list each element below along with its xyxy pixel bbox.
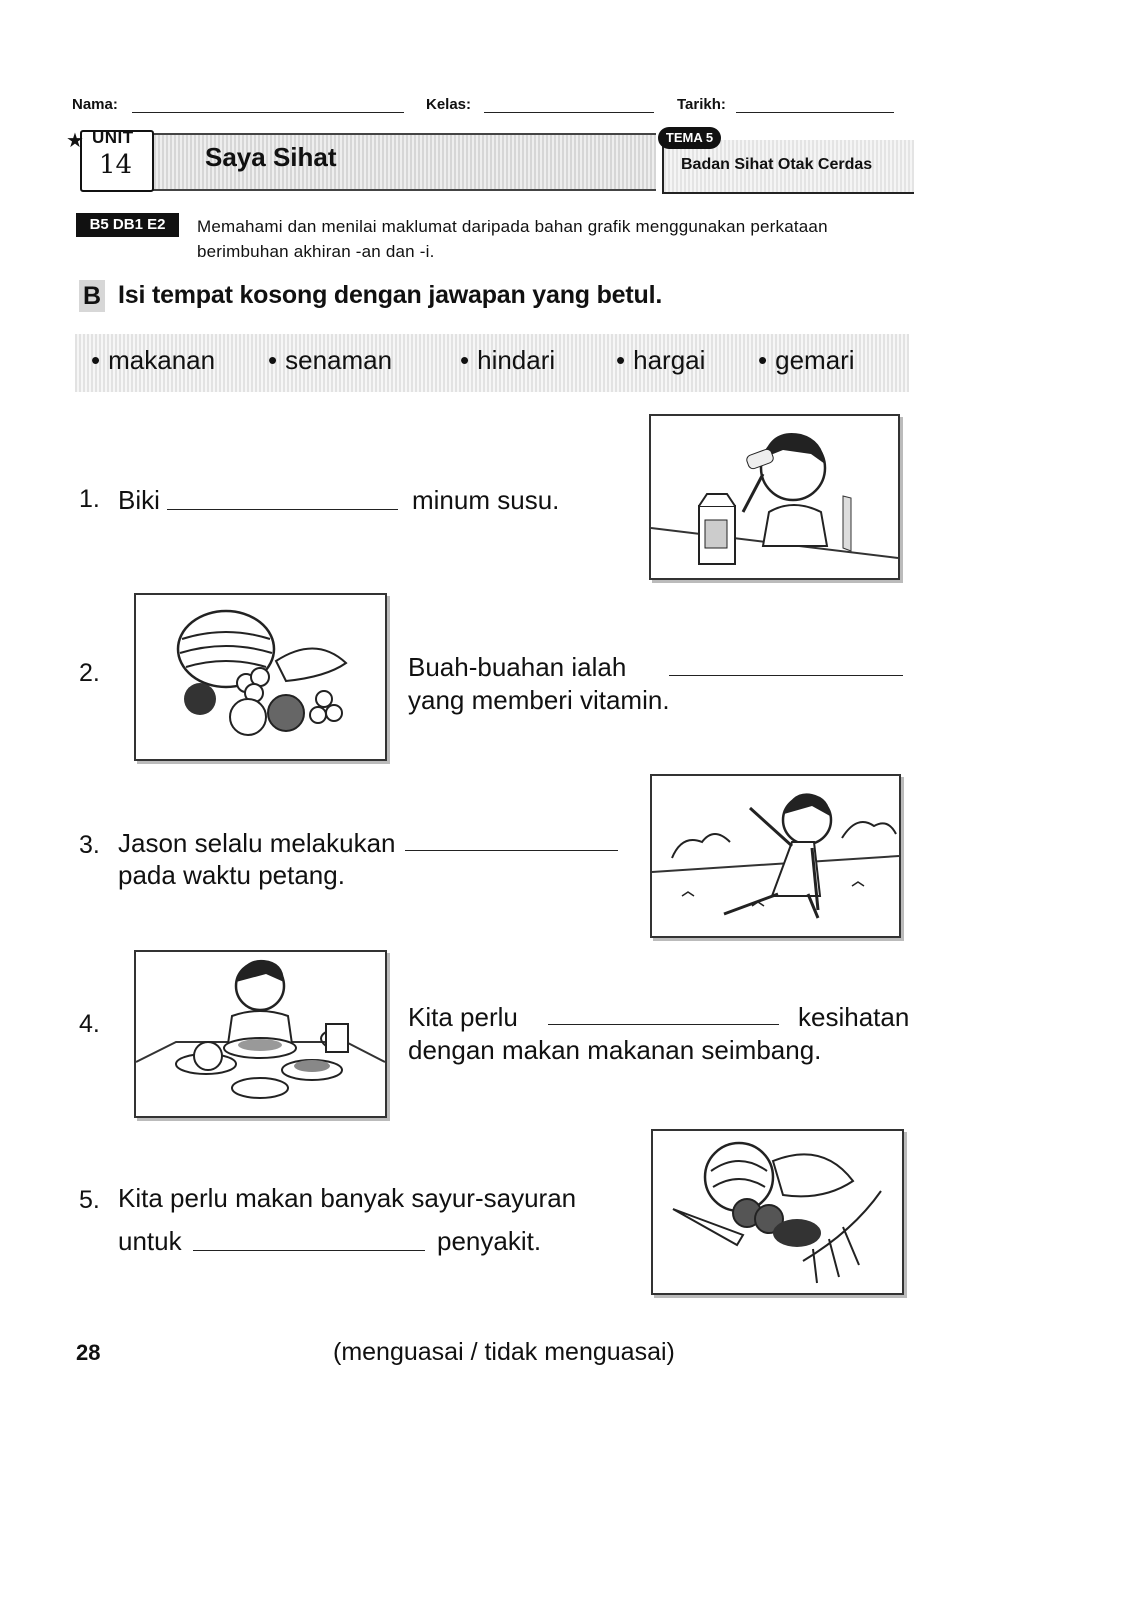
question-number: 5. (79, 1186, 100, 1214)
mastery-note: (menguasai / tidak menguasai) (333, 1338, 675, 1366)
question-number: 1. (79, 485, 100, 513)
answer-blank[interactable] (548, 1024, 779, 1025)
boy-drinking-milk-picture (649, 414, 900, 580)
boy-exercising-icon (652, 776, 899, 936)
question-text: Biki (118, 485, 160, 515)
word-bank-item: • makanan (91, 345, 216, 375)
question-text: Kita perlu (408, 1002, 518, 1032)
unit-number: 14 (99, 150, 133, 180)
fruits-icon (136, 595, 385, 759)
nama-label: Nama: (72, 96, 118, 113)
kelas-field[interactable] (484, 112, 654, 113)
word-bank-item: • gemari (758, 345, 855, 375)
section-instruction: Isi tempat kosong dengan jawapan yang betul. (118, 281, 663, 309)
question-text: Kita perlu makan banyak sayur-sayuran (118, 1183, 577, 1213)
boy-eating-meal-icon (136, 952, 385, 1116)
section-letter: B (79, 280, 105, 312)
tarikh-label: Tarikh: (677, 96, 726, 113)
vegetables-picture (651, 1129, 904, 1295)
boy-eating-meal-picture (134, 950, 387, 1118)
answer-blank[interactable] (405, 850, 618, 851)
question-number: 2. (79, 659, 100, 687)
question-number: 4. (79, 1010, 100, 1038)
question-text: minum susu. (412, 485, 560, 515)
question-text: kesihatan (798, 1002, 910, 1032)
unit-title: Saya Sihat (205, 142, 337, 172)
question-text: pada waktu petang. (118, 860, 345, 890)
page-number: 28 (76, 1340, 101, 1365)
tema-title: Badan Sihat Otak Cerdas (681, 156, 873, 173)
answer-blank[interactable] (669, 675, 903, 676)
unit-label: UNIT (92, 128, 134, 147)
question-text: Buah-buahan ialah (408, 652, 627, 682)
star-icon: ★ (66, 130, 84, 152)
standard-code-badge: B5 DB1 E2 (76, 213, 179, 237)
word-bank-item: • hargai (616, 345, 706, 375)
question-text: untuk (118, 1226, 182, 1256)
tema-badge: TEMA 5 (658, 127, 721, 149)
answer-blank[interactable] (167, 509, 398, 510)
kelas-label: Kelas: (426, 96, 472, 113)
question-text: penyakit. (437, 1226, 542, 1256)
boy-exercising-picture (650, 774, 901, 938)
tarikh-field[interactable] (736, 112, 894, 113)
answer-blank[interactable] (193, 1250, 425, 1251)
fruits-picture (134, 593, 387, 761)
objective-text: Memahami dan menilai maklumat daripada bahan grafik menggunakan perkataan berimbuhan akhiran -an dan -i. (197, 217, 828, 261)
word-bank-item: • senaman (268, 345, 393, 375)
question-text: dengan makan makanan seimbang. (408, 1035, 822, 1065)
word-bank-item: • hindari (460, 345, 556, 375)
question-text: yang memberi vitamin. (408, 685, 670, 715)
question-number: 3. (79, 831, 100, 859)
nama-field[interactable] (132, 112, 404, 113)
vegetables-icon (653, 1131, 902, 1293)
boy-drinking-milk-icon (651, 416, 898, 578)
question-text: Jason selalu melakukan (118, 828, 396, 858)
